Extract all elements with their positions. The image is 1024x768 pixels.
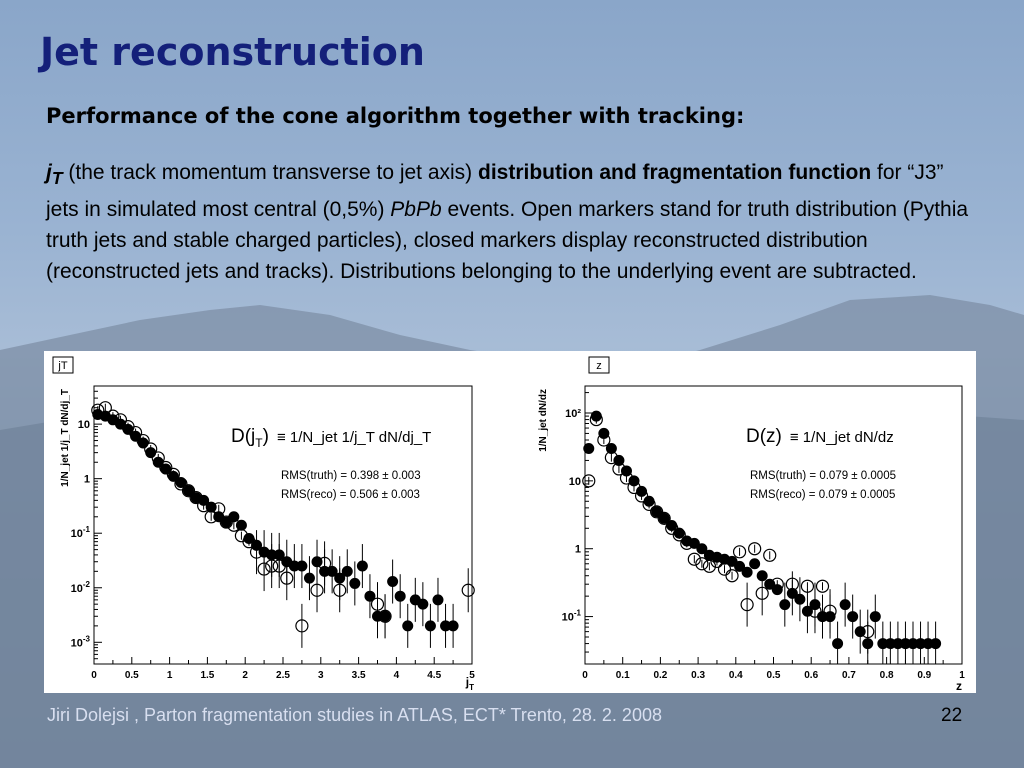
jt-reco-point	[342, 566, 352, 576]
z-x-tick-label: 0.1	[615, 670, 630, 681]
jt-x-tick-label: 1	[166, 670, 173, 681]
z-reco-point	[810, 600, 820, 610]
jt-y-axis-label: 1/N_jet 1/j_T dN/dj_T	[60, 389, 71, 487]
z-reco-point	[614, 455, 624, 465]
jt-reco-point	[395, 591, 405, 601]
jt-reco-point	[206, 502, 216, 512]
jt-x-tick-label: 4.5	[427, 670, 442, 681]
jt-reco-point	[312, 557, 322, 567]
z-reco-point	[629, 476, 639, 486]
jt-reco-point	[236, 520, 246, 530]
jt-reco-point	[146, 448, 156, 458]
jt-reco-point	[350, 578, 360, 588]
jt-reco-point	[176, 478, 186, 488]
jt-subscript: T	[51, 168, 63, 189]
paragraph-part-3: events. Open markers stand for truth distribution (Pythia truth jets and stable charged particles), closed markers display reconstructed distribution (reconstructed jets and tracks). Distributions belonging to the underlying event are subtracted.	[46, 198, 969, 284]
jt-reco-point	[138, 438, 148, 448]
jt-frame	[94, 386, 472, 664]
z-rms-annotation: RMS(reco) = 0.079 ± 0.0005	[750, 489, 896, 501]
z-x-tick-label: 0.4	[728, 670, 743, 681]
paragraph-part-1: (the track momentum transverse to jet axis)	[62, 161, 479, 184]
z-reco-point	[606, 443, 616, 453]
z-tag: z	[596, 360, 602, 372]
jt-rms-annotation: RMS(truth) = 0.398 ± 0.003	[281, 470, 421, 482]
z-reco-point	[621, 466, 631, 476]
jt-rms-annotation: RMS(reco) = 0.506 ± 0.003	[281, 489, 420, 501]
z-reco-point	[757, 571, 767, 581]
z-reco-point	[833, 639, 843, 649]
jt-reco-point	[425, 621, 435, 631]
jt-reco-point	[388, 577, 398, 587]
z-reco-point	[637, 486, 647, 496]
footer-text: Jiri Dolejsi , Parton fragmentation studies in ATLAS, ECT* Trento, 28. 2. 2008	[47, 705, 662, 725]
z-x-tick-label: 0.2	[653, 670, 668, 681]
z-y-tick-label: 10²	[565, 408, 581, 421]
z-reco-point	[863, 639, 873, 649]
jt-formula: $D(j_T)$ ≡ 1/N_jet 1/j_T dN/dj_T	[231, 426, 432, 450]
z-reco-point	[584, 443, 594, 453]
jt-reco-point	[418, 599, 428, 609]
slide-subtitle: Performance of the cone algorithm together with tracking:	[46, 104, 745, 128]
jt-reco-point	[448, 621, 458, 631]
z-reco-point	[931, 639, 941, 649]
jt-reco-point	[380, 611, 390, 621]
jt-x-tick-label: 5	[469, 670, 475, 681]
jt-x-axis-label: $j_T$	[465, 675, 474, 692]
plots-panel	[44, 351, 976, 693]
z-reco-point	[599, 428, 609, 438]
jt-y-tick-label: 10	[77, 419, 90, 432]
jt-y-tick-label: $10^{-2}$	[70, 579, 90, 595]
z-x-axis-label: z	[956, 679, 962, 693]
jt-x-tick-label: 3	[318, 670, 324, 681]
jt-x-tick-label: 0.5	[124, 670, 139, 681]
page-number: 22	[941, 705, 963, 726]
z-y-tick-label: $10^{-1}$	[561, 608, 581, 624]
paragraph-part-2: for “J3” jets in simulated most central (0,5%)	[46, 161, 944, 222]
z-y-tick-label: 1	[574, 543, 581, 556]
jt-reco-point	[433, 595, 443, 605]
z-reco-point	[667, 520, 677, 530]
z-reco-point	[780, 600, 790, 610]
jt-reco-point	[365, 591, 375, 601]
z-reco-point	[855, 627, 865, 637]
jt-x-tick-label: 3.5	[351, 670, 366, 681]
jt-reco-point	[304, 573, 314, 583]
jt-reco-point	[357, 561, 367, 571]
jt-x-tick-label: 0	[91, 670, 97, 681]
z-x-tick-label: 0.3	[691, 670, 706, 681]
z-x-tick-label: 1	[959, 670, 965, 681]
z-reco-point	[840, 600, 850, 610]
jt-reco-point	[403, 621, 413, 631]
z-x-tick-label: 0.7	[841, 670, 856, 681]
jt-reco-point	[161, 464, 171, 474]
jt-x-tick-label: 2	[242, 670, 248, 681]
z-x-tick-label: 0.5	[766, 670, 781, 681]
jt-y-tick-label: $10^{-1}$	[70, 525, 90, 541]
jt-y-tick-label: 1	[83, 473, 90, 486]
z-x-tick-label: 0	[582, 670, 588, 681]
jt-x-tick-label: 1.5	[200, 670, 215, 681]
jt-y-tick-label: $10^{-3}$	[70, 634, 90, 650]
z-reco-point	[825, 612, 835, 622]
z-reco-point	[674, 528, 684, 538]
jt-symbol: j	[46, 161, 52, 184]
paragraph-italic-1: PbPb	[390, 198, 442, 222]
z-rms-annotation: RMS(truth) = 0.079 ± 0.0005	[750, 470, 896, 482]
jt-x-tick-label: 2.5	[276, 670, 290, 681]
z-reco-point	[591, 411, 601, 421]
z-reco-point	[750, 559, 760, 569]
z-x-tick-label: 0.6	[804, 670, 819, 681]
z-y-axis-label: 1/N_jet dN/dz	[538, 389, 549, 452]
description-paragraph	[46, 157, 981, 287]
jt-x-tick-label: 4	[393, 670, 400, 681]
z-reco-point	[742, 567, 752, 577]
z-reco-point	[772, 585, 782, 595]
z-fragmentation-plot	[514, 351, 976, 693]
z-x-tick-label: 0.8	[879, 670, 894, 681]
jt-tag: jT	[58, 360, 68, 372]
jt-reco-point	[229, 512, 239, 522]
jt-reco-point	[297, 561, 307, 571]
z-reco-point	[644, 496, 654, 506]
slide-title: Jet reconstruction	[40, 30, 425, 74]
z-y-tick-label: 10	[568, 475, 581, 488]
z-reco-point	[870, 612, 880, 622]
paragraph-bold-1: distribution and fragmentation function	[478, 161, 872, 184]
z-x-tick-label: 0.9	[917, 670, 932, 681]
z-formula: D(z) ≡ 1/N_jet dN/dz	[746, 426, 894, 447]
z-reco-point	[848, 612, 858, 622]
jt-distribution-plot	[44, 351, 514, 693]
z-reco-point	[795, 594, 805, 604]
